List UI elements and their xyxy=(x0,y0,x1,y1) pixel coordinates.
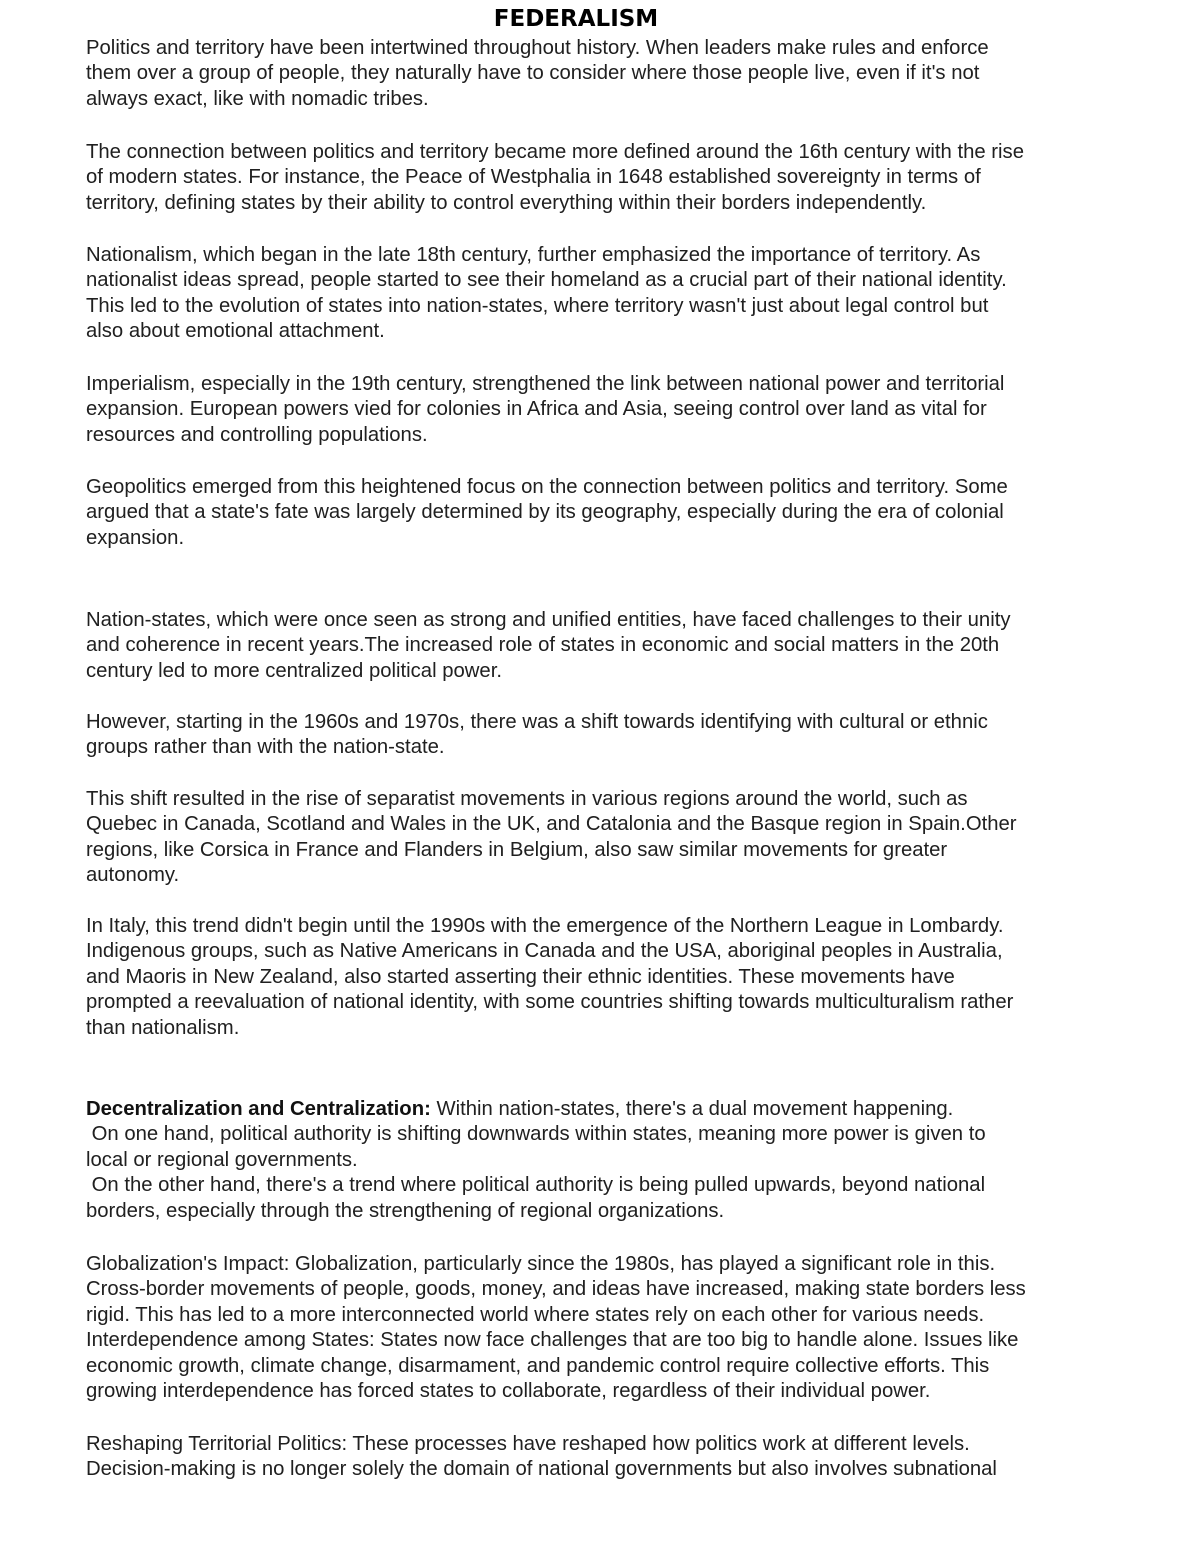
paragraph-line: prompted a reevaluation of national identity, with some countries shifting towards multiculturalism rather xyxy=(86,991,1014,1014)
paragraph-line: expansion. European powers vied for colonies in Africa and Asia, seeing control over land as vital for xyxy=(86,398,987,421)
paragraph-geopolitics xyxy=(86,475,1116,551)
paragraph-line: them over a group of people, they naturally have to consider where those people live, even if it's not xyxy=(86,62,980,85)
paragraph-line: Imperialism, especially in the 19th century, strengthened the link between national power and territorial xyxy=(86,373,1005,395)
paragraph-line: On one hand, political authority is shifting downwards within states, meaning more power is given to xyxy=(86,1123,986,1146)
page-title: FEDERALISM xyxy=(493,6,659,32)
paragraph-nation-states-challenges xyxy=(86,608,1116,684)
paragraph-line: The connection between politics and territory became more defined around the 16th century with the rise xyxy=(86,141,1024,163)
paragraph-line: and Maoris in New Zealand, also started asserting their ethnic identities. These movements have xyxy=(86,965,955,988)
paragraph-line: This led to the evolution of states into nation-states, where territory wasn't just about legal control but xyxy=(86,294,989,317)
paragraph-decentralization xyxy=(86,1097,1116,1224)
paragraph-line: also about emotional attachment. xyxy=(86,320,385,343)
paragraph-line: Interdependence among States: States now face challenges that are too big to handle alone. Issues like xyxy=(86,1329,1019,1352)
paragraph-line: regions, like Corsica in France and Flanders in Belgium, also saw similar movements for greater xyxy=(86,838,948,861)
paragraph-cultural-shift xyxy=(86,710,1116,761)
paragraph-line: Decision-making is no longer solely the domain of national governments but also involves subnational xyxy=(86,1458,997,1481)
paragraph-globalization xyxy=(86,1252,1116,1404)
paragraph-line: groups rather than with the nation-state. xyxy=(86,736,445,759)
paragraph-politics-territory xyxy=(86,36,1116,112)
paragraph-reshaping-politics xyxy=(86,1432,1116,1483)
paragraph-line: Politics and territory have been intertwined throughout history. When leaders make rules and enforce xyxy=(86,37,989,59)
paragraph-line xyxy=(86,1097,1116,1122)
paragraph-modern-states xyxy=(86,140,1116,216)
paragraph-line: Quebec in Canada, Scotland and Wales in the UK, and Catalonia and the Basque region in Spain.Other xyxy=(86,813,1017,836)
paragraph-text: Within nation-states, there's a dual movement happening. xyxy=(430,1098,954,1120)
paragraph-nationalism xyxy=(86,243,1116,345)
paragraph-separatist-movements xyxy=(86,787,1116,889)
paragraph-line: rigid. This has led to a more interconnected world where states rely on each other for various needs. xyxy=(86,1303,985,1326)
paragraph-line: Reshaping Territorial Politics: These processes have reshaped how politics work at different levels. xyxy=(86,1433,970,1455)
paragraph-line: borders, especially through the strengthening of regional organizations. xyxy=(86,1199,725,1222)
paragraph-line: Cross-border movements of people, goods, money, and ideas have increased, making state borders less xyxy=(86,1278,1026,1301)
paragraph-line: Indigenous groups, such as Native Americans in Canada and the USA, aboriginal peoples in Australia, xyxy=(86,940,1003,963)
paragraph-line: In Italy, this trend didn't begin until the 1990s with the emergence of the Northern League in Lombardy. xyxy=(86,915,1004,937)
paragraph-italy-indigenous xyxy=(86,914,1116,1041)
paragraph-line: century led to more centralized political power. xyxy=(86,659,502,682)
paragraph-line: Nation-states, which were once seen as strong and unified entities, have faced challenges to their unity xyxy=(86,609,1011,631)
paragraph-line: and coherence in recent years.The increased role of states in economic and social matters in the 20th xyxy=(86,634,1000,657)
section-heading: Decentralization and Centralization: xyxy=(86,1098,431,1120)
paragraph-line: Geopolitics emerged from this heightened focus on the connection between politics and territory. Some xyxy=(86,476,1008,498)
paragraph-line: This shift resulted in the rise of separatist movements in various regions around the world, such as xyxy=(86,788,968,810)
paragraph-line: argued that a state's fate was largely determined by its geography, especially during the era of colonial xyxy=(86,501,1004,524)
paragraph-line: than nationalism. xyxy=(86,1016,240,1039)
paragraph-line: Globalization's Impact: Globalization, particularly since the 1980s, has played a significant role in this. xyxy=(86,1253,996,1275)
paragraph-line: autonomy. xyxy=(86,864,180,887)
paragraph-line: Nationalism, which began in the late 18th century, further emphasized the importance of territory. As xyxy=(86,244,981,266)
paragraph-line: nationalist ideas spread, people started to see their homeland as a crucial part of their national identity. xyxy=(86,269,1007,292)
paragraph-line: On the other hand, there's a trend where political authority is being pulled upwards, beyond national xyxy=(86,1174,986,1197)
paragraph-line: territory, defining states by their ability to control everything within their borders independently. xyxy=(86,191,927,214)
paragraph-line: expansion. xyxy=(86,526,185,549)
paragraph-line: always exact, like with nomadic tribes. xyxy=(86,87,429,110)
paragraph-line: resources and controlling populations. xyxy=(86,423,428,446)
paragraph-line: of modern states. For instance, the Peace of Westphalia in 1648 established sovereignty in terms of xyxy=(86,166,981,189)
paragraph-line: economic growth, climate change, disarmament, and pandemic control require collective efforts. This xyxy=(86,1354,990,1377)
paragraph-line: local or regional governments. xyxy=(86,1148,358,1171)
paragraph-imperialism xyxy=(86,372,1116,448)
paragraph-line: However, starting in the 1960s and 1970s, there was a shift towards identifying with cultural or ethnic xyxy=(86,711,988,733)
paragraph-line: growing interdependence has forced states to collaborate, regardless of their individual power. xyxy=(86,1380,931,1403)
